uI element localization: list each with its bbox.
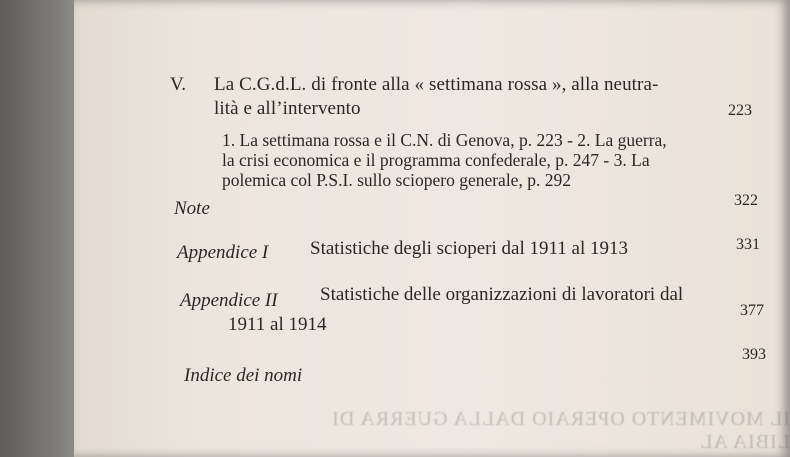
appendix1-page-number: 331 xyxy=(736,236,760,253)
book-gutter xyxy=(0,0,74,457)
appendix2-title-line1: Statistiche delle organizzazioni di lavoratori dal xyxy=(320,284,684,305)
chapter-title-line1: La C.G.d.L. di fronte alla « settimana rossa », alla neutra- xyxy=(214,74,659,95)
bleed-through-text: IL MOVIMENTO OPERAIO DALLA GUERRA DI LIBIA AL xyxy=(331,408,790,453)
note-page-number: 322 xyxy=(734,192,758,209)
chapter-sections-line1: 1. La settimana rossa e il C.N. di Genova, p. 223 - 2. La guerra, xyxy=(222,130,667,150)
index-page-number: 393 xyxy=(742,346,766,363)
chapter-sections-line2: la crisi economica e il programma confederale, p. 247 - 3. La xyxy=(222,150,650,170)
appendix1-label: Appendice I xyxy=(177,242,269,263)
appendix1-title: Statistiche degli scioperi dal 1911 al 1913 xyxy=(310,238,629,259)
note-label: Note xyxy=(174,198,210,219)
chapter-page-number: 223 xyxy=(728,102,752,119)
chapter-title-line2: lità e all’intervento xyxy=(214,98,361,119)
chapter-sections-line3: polemica col P.S.I. sullo sciopero generale, p. 292 xyxy=(222,170,571,190)
chapter-numeral: V. xyxy=(170,74,187,95)
appendix2-page-number: 377 xyxy=(740,302,764,319)
appendix2-title-line2: 1911 al 1914 xyxy=(228,314,327,335)
book-page xyxy=(74,0,790,457)
index-label: Indice dei nomi xyxy=(184,365,303,386)
appendix2-label: Appendice II xyxy=(180,290,278,311)
